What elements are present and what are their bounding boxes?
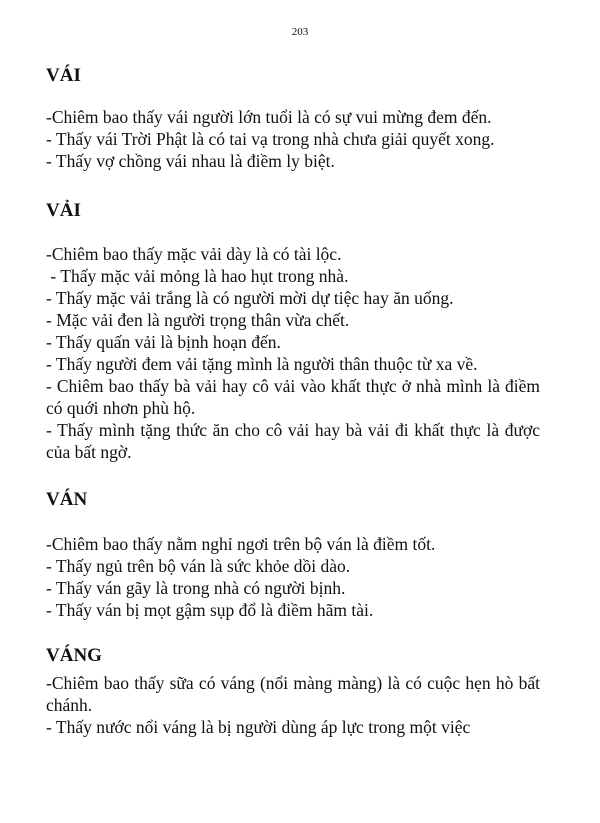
list-item: - Thấy mình tặng thức ăn cho cô vải hay bà vải đi khất thực là được của bất ngờ. xyxy=(46,420,540,462)
list-item: - Thấy ngủ trên bộ ván là sức khỏe dồi dào. xyxy=(46,556,351,576)
section-vai-cloth xyxy=(46,199,540,463)
section-van xyxy=(46,488,540,621)
section-title: VÁN xyxy=(46,489,88,510)
list-item: - Mặc vải đen là người trọng thân vừa chết. xyxy=(46,310,350,330)
list-item: - Thấy vái Trời Phật là có tai vạ trong nhà chưa giải quyết xong. xyxy=(46,129,495,149)
list-item: - Thấy vợ chồng vái nhau là điềm ly biệt. xyxy=(46,151,335,171)
list-item: - Thấy người đem vải tặng mình là người thân thuộc từ xa về. xyxy=(46,354,478,374)
list-item: -Chiêm bao thấy vái người lớn tuổi là có sự vui mừng đem đến. xyxy=(46,107,492,127)
section-title: VẢI xyxy=(46,200,81,221)
list-item: - Chiêm bao thấy bà vải hay cô vải vào khất thực ở nhà mình là điềm có quới nhơn phù hộ. xyxy=(46,376,540,418)
list-item: -Chiêm bao thấy sữa có váng (nổi màng màng) là có cuộc hẹn hò bất chánh. xyxy=(46,673,540,715)
section-title: VÁI xyxy=(46,65,81,86)
section-title: VÁNG xyxy=(46,645,102,666)
list-item: - Thấy mặc vải trắng là có người mời dự tiệc hay ăn uống. xyxy=(46,288,454,308)
list-item: - Thấy ván bị mọt gậm sụp đổ là điềm hãm tài. xyxy=(46,600,374,620)
list-item: - Thấy ván gãy là trong nhà có người bịnh. xyxy=(46,578,346,598)
list-item: -Chiêm bao thấy mặc vải dày là có tài lộc. xyxy=(46,244,342,264)
entry-list xyxy=(46,106,540,172)
section-vai-bow xyxy=(46,64,540,172)
list-item: -Chiêm bao thấy nằm nghỉ ngơi trên bộ ván là điềm tốt. xyxy=(46,534,436,554)
list-item: - Thấy quấn vải là bịnh hoạn đến. xyxy=(46,332,281,352)
page-content xyxy=(46,64,540,738)
list-item: - Thấy nước nổi váng là bị người dùng áp lực trong một việc xyxy=(46,717,471,737)
section-vang xyxy=(46,644,540,738)
entry-list xyxy=(46,533,540,621)
page-number: 203 xyxy=(291,26,309,38)
entry-list xyxy=(46,672,540,738)
entry-list xyxy=(46,243,540,463)
list-item: - Thấy mặc vải mỏng là hao hụt trong nhà. xyxy=(46,266,349,286)
